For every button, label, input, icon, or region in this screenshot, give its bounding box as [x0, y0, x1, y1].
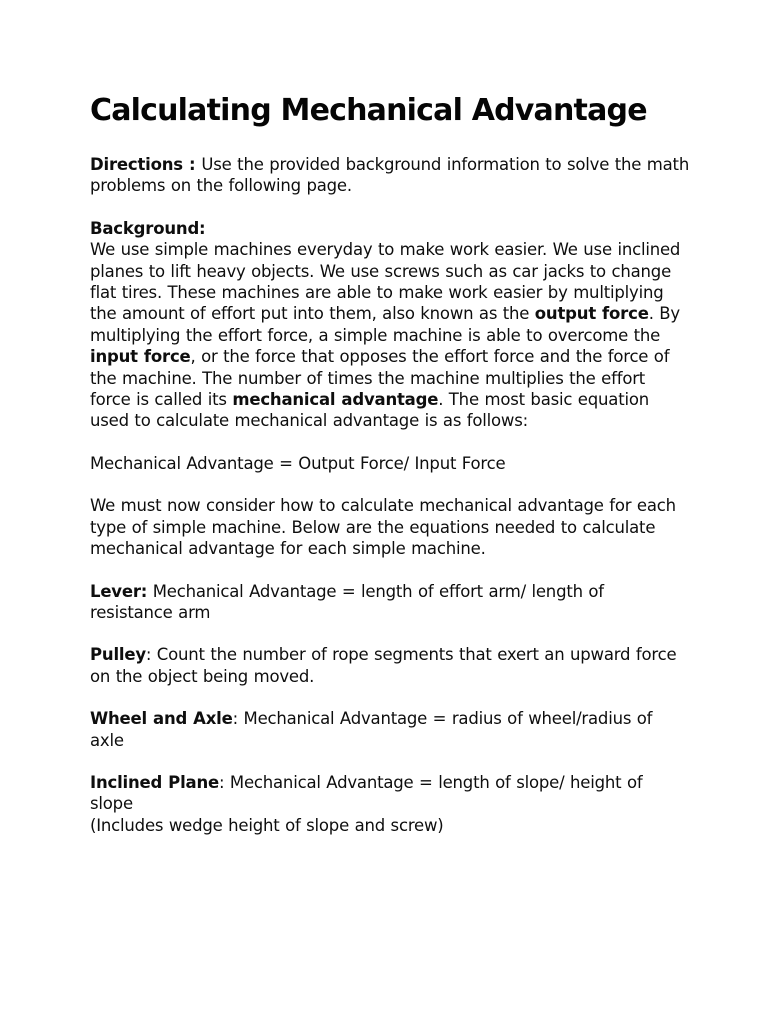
overview-paragraph: We must now consider how to calculate mechanical advantage for each type of simple machine. Below are the equations needed to calculate mechanical advantage for each simple machine. — [90, 496, 676, 559]
lever-paragraph: Lever: Mechanical Advantage = length of effort arm/ length of resistance arm — [90, 581, 604, 622]
page-title: Calculating Mechanical Advantage — [90, 93, 647, 128]
pulley-paragraph: Pulley: Count the number of rope segments that exert an upward force on the object being moved. — [90, 645, 677, 686]
inclined-plane-paragraph: Inclined Plane: Mechanical Advantage = length of slope/ height of slope (Includes wedge height of slope and screw) — [90, 772, 643, 835]
equation-line: Mechanical Advantage = Output Force/ Input Force — [90, 453, 506, 473]
wheel-axle-paragraph: Wheel and Axle: Mechanical Advantage = radius of wheel/radius of axle — [90, 709, 653, 750]
background-paragraph: Background: We use simple machines everyday to make work easier. We use inclined planes to lift heavy objects. We use screws such as car jacks to change flat tires. These machines are able to make work easier by multiplying the amount of effort put into them, also known as the output force. By multiplying the effort force, a simple machine is able to overcome the input force, or the force that opposes the effort force and the force of the machine. The number of times the machine multiplies the effort force is called its mechanical advantage. The most basic equation used to calculate mechanical advantage is as follows: — [90, 218, 681, 431]
directions-paragraph: Directions : Use the provided background information to solve the math problems on the following page. — [90, 155, 690, 196]
